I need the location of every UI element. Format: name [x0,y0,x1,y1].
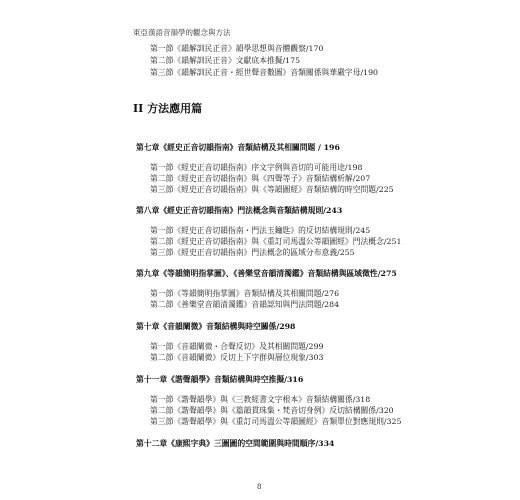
toc-section: 第一節《韻解訓民正音》韻學思想與音體觀察/170 [150,44,324,53]
toc-section: 第一節《等韻簡明指掌圖》音類結構及其相關問題/276 [150,289,340,298]
toc-section: 第二節《經史正音切韻指南》與《四聲等子》音類結構析解/207 [150,174,371,183]
toc-section: 第三節《諧聲韻學》與《重訂司馬溫公等韻圖經》音類單位對應規則/325 [150,417,402,426]
toc-section: 第二節《善樂堂音韻清濁鑑》音韻認知與門法問題/284 [150,300,340,309]
page-number: 8 [257,483,262,491]
toc-section: 第一節《經史正音切韻指南・門法玉鑰匙》的反切結構規則/245 [150,226,371,235]
toc-chapter: 第七章《經史正音切韻指南》音類結構及其相關問題 / 196 [136,143,340,152]
toc-section: 第三節《經史正音切韻指南》門法概念的區域分布意義/255 [150,248,355,257]
toc-section: 第二節《經史正音切韻指南》與《重訂司馬溫公等韻圖經》門法概念/251 [150,237,402,246]
toc-section: 第一節《經史正音切韻指南》序文字例與音切的可能用途/198 [150,163,363,172]
toc-section: 第一節《音韻闡微・合聲反切》及其相關問題/299 [150,342,324,351]
toc-section: 第一節《諧聲韻學》與《三教經書文字根本》音類結構關係/318 [150,395,371,404]
running-head: 東亞漢語音韻學的觀念與方法 [133,28,231,37]
toc-section: 第二節《音韻闡微》反切上下字群與層位現象/303 [150,353,324,362]
toc-chapter: 第九章《等韻簡明指掌圖》、《善樂堂音韻清濁鑑》音類結構與區域徵性/275 [136,269,397,278]
toc-section: 第二節《韻解訓民正音》文獻底本推擬/175 [150,56,301,65]
toc-chapter: 第十章《音韻闡微》音類結構與時空關係/298 [136,322,296,331]
part-title: II 方法應用篇 [133,102,203,115]
toc-chapter: 第十一章《諧聲韻學》音類結構與時空推擬/316 [136,375,304,384]
toc-section: 第二節《諧聲韻學》與《篇韻貫珠集・梵音切身例》反切結構關係/320 [150,406,394,415]
toc-section: 第三節《韻解訓民正音・經世聲音數圖》音類關係與華嚴字母/190 [150,68,379,77]
toc-chapter: 第八章《經史正音切韻指南》門法概念與音類結構規則/243 [136,206,343,215]
toc-chapter: 第十二章《康熙字典》三圖圖的空間範圍與時間順序/334 [136,439,335,448]
toc-section: 第三節《經史正音切韻指南》與《等韻圖經》音類結構的時空問題/225 [150,185,394,194]
